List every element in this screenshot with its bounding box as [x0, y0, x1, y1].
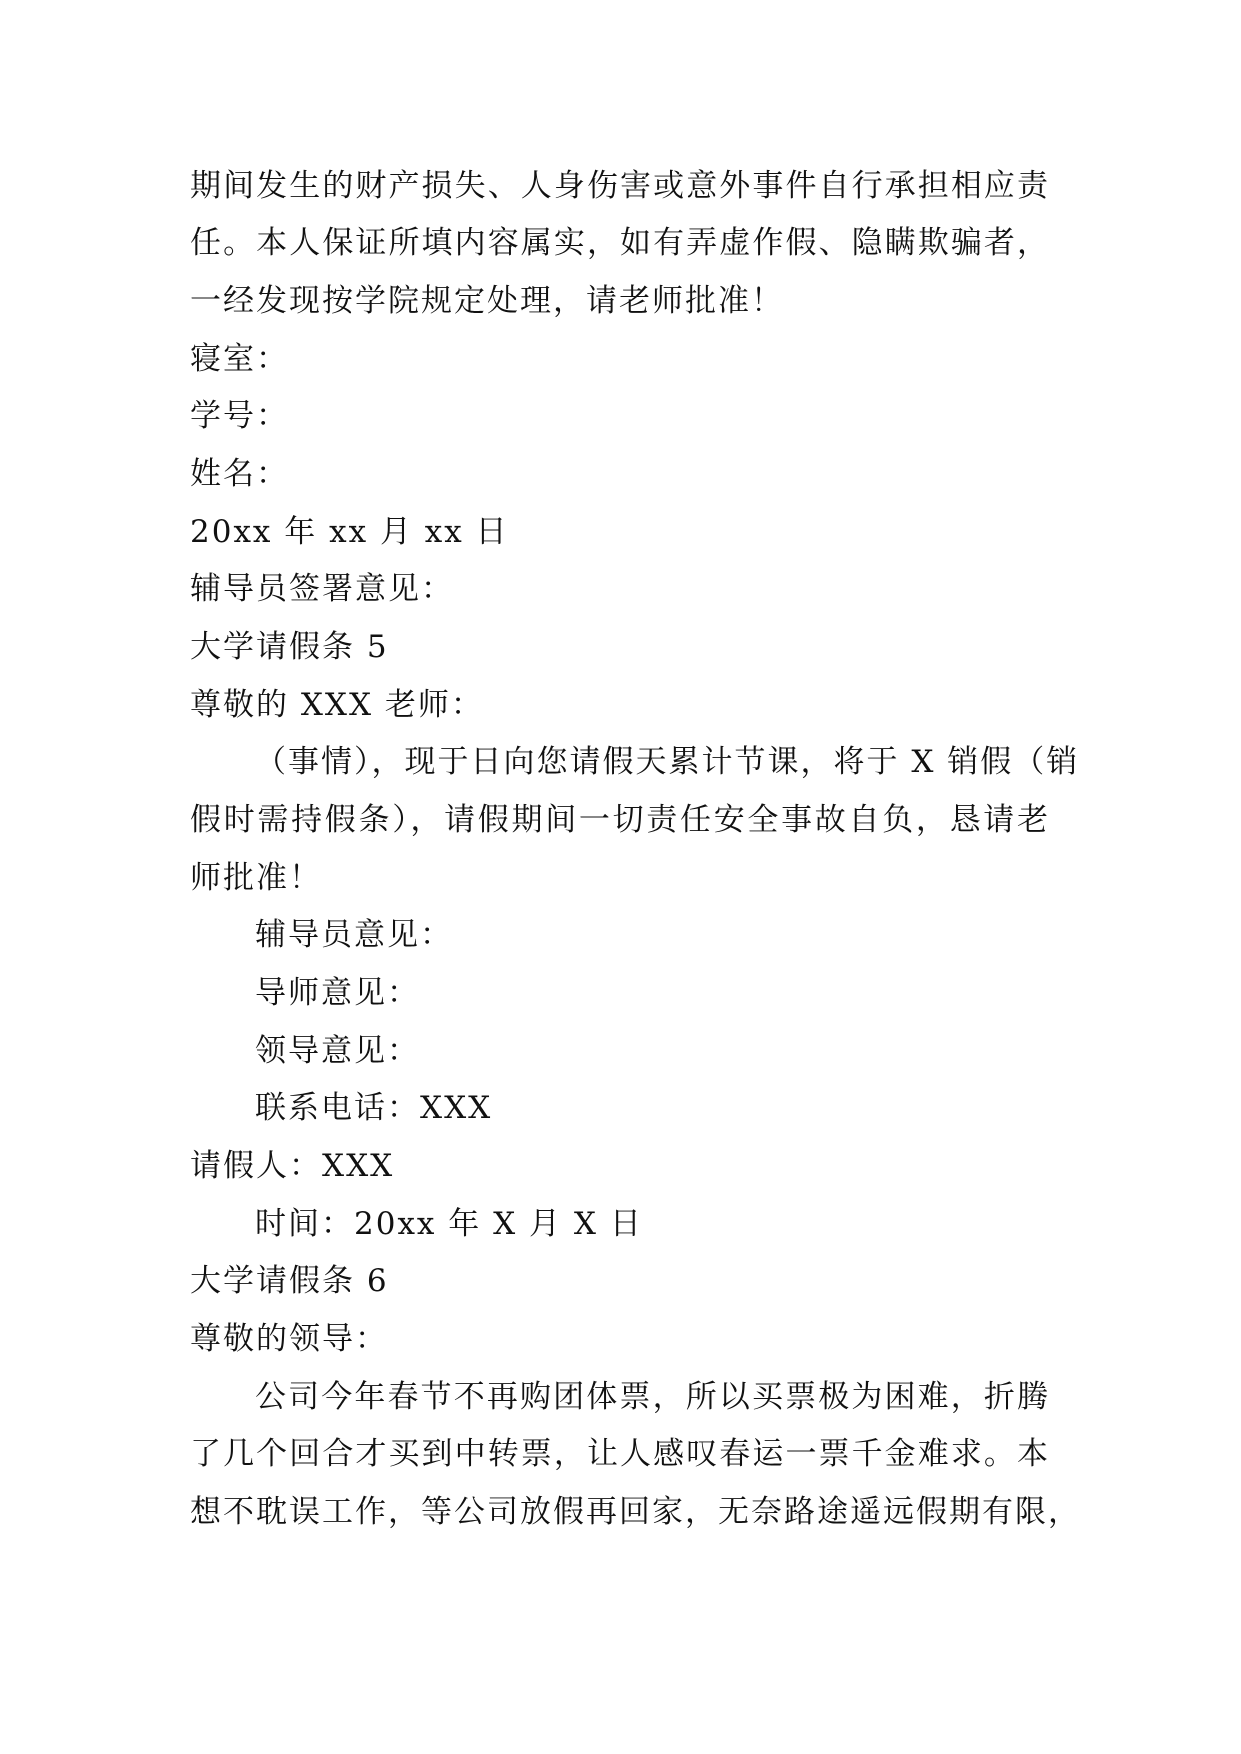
paragraph-line: 假时需持假条），请假期间一切责任安全事故自负，恳请老: [190, 802, 1050, 838]
tutor-opinion-label: 导师意见：: [255, 975, 420, 1011]
section-heading: 大学请假条 5: [190, 629, 389, 665]
name-field-label: 姓名：: [190, 456, 289, 492]
applicant-line: 请假人：XXX: [190, 1148, 395, 1184]
salutation: 尊敬的领导：: [190, 1321, 388, 1357]
leader-opinion-label: 领导意见：: [255, 1033, 420, 1069]
counselor-opinion-label: 辅导员签署意见：: [190, 571, 454, 607]
dorm-field-label: 寝室：: [190, 341, 289, 377]
student-id-field-label: 学号：: [190, 398, 289, 434]
paragraph-line: 师批准！: [190, 860, 322, 896]
paragraph-line: 公司今年春节不再购团体票，所以买票极为困难，折腾: [255, 1379, 1050, 1415]
time-line: 时间：20xx 年 X 月 X 日: [255, 1206, 643, 1242]
paragraph-line: 了几个回合才买到中转票，让人感叹春运一票千金难求。本: [190, 1436, 1050, 1472]
contact-phone-line: 联系电话：XXX: [255, 1090, 493, 1126]
date-line: 20xx 年 xx 月 xx 日: [190, 514, 509, 550]
paragraph-line: 期间发生的财产损失、人身伤害或意外事件自行承担相应责: [190, 168, 1050, 204]
paragraph-line: 想不耽误工作，等公司放假再回家，无奈路途遥远假期有限，: [190, 1494, 1081, 1530]
counselor-opinion-label: 辅导员意见：: [255, 917, 453, 953]
paragraph-line: 一经发现按学院规定处理，请老师批准！: [190, 283, 784, 319]
salutation: 尊敬的 XXX 老师：: [190, 687, 484, 723]
paragraph-line: （事情），现于日向您请假天累计节课，将于 X 销假（销: [255, 744, 1080, 780]
section-heading: 大学请假条 6: [190, 1263, 389, 1299]
paragraph-line: 任。本人保证所填内容属实，如有弄虚作假、隐瞒欺骗者，: [190, 225, 1050, 261]
